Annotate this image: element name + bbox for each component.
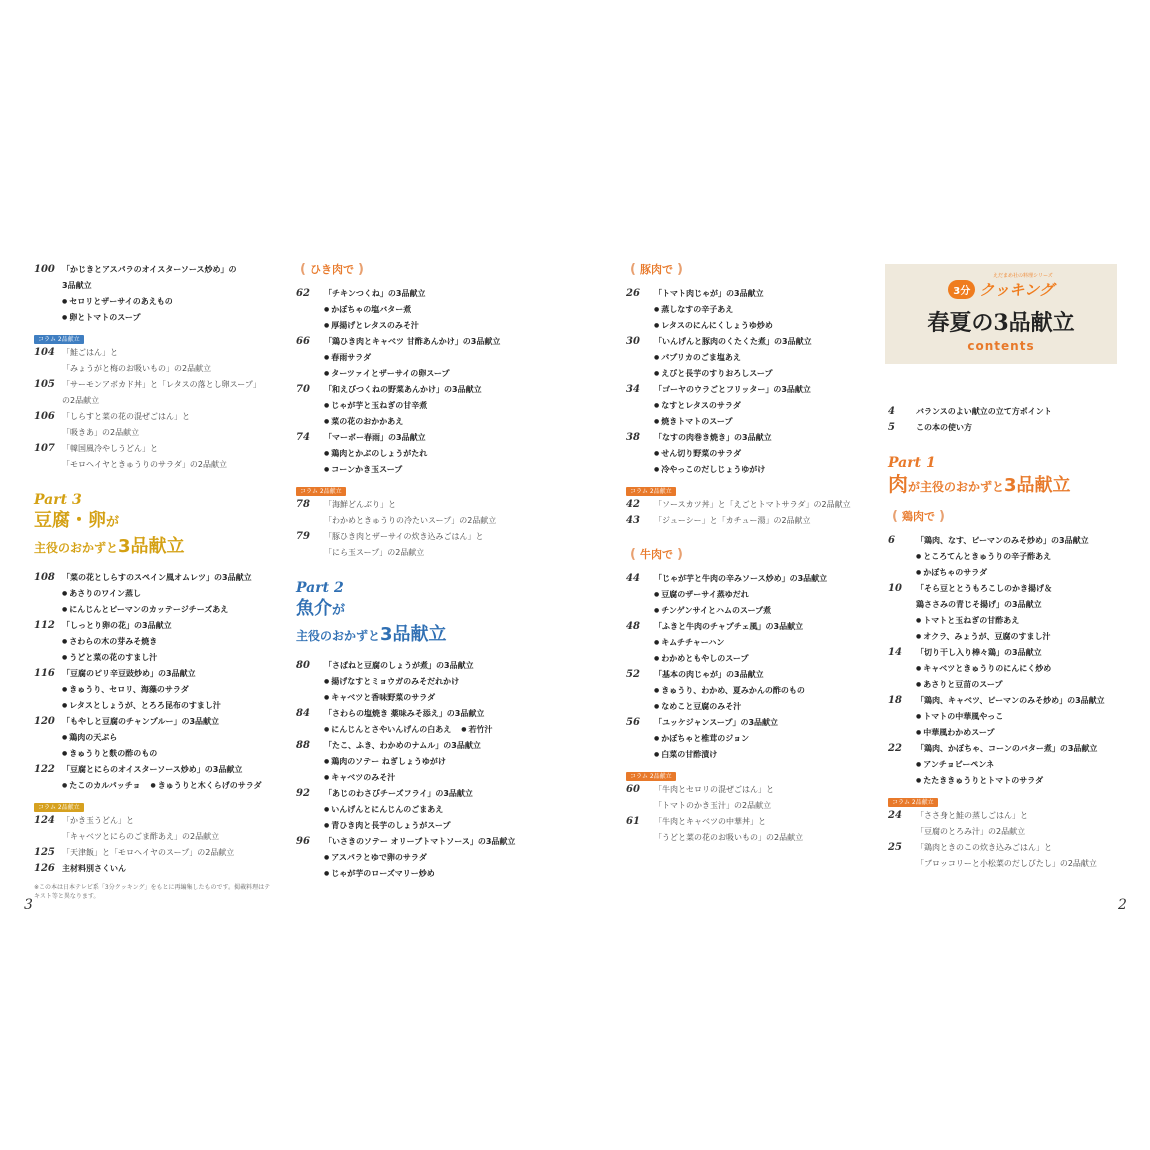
series-label: えだまめ社の料理シリーズ (993, 273, 1053, 279)
column-tag: コラム 2品献立 (34, 803, 84, 812)
page-number-right: 2 (1118, 897, 1127, 913)
toc-entry[interactable]: 52 「基本の肉じゃが」の3品献立 (626, 669, 764, 680)
toc-entry[interactable]: 60 「牛肉とセロリの混ぜごはん」と (626, 784, 774, 795)
toc-subitem-row (34, 778, 284, 794)
toc-entry[interactable]: 112 「しっとり卵の花」の3品献立 (34, 620, 172, 631)
toc-subitem: ● にんじんとピーマンのカッテージチーズあえ (34, 602, 284, 618)
toc-subitem: ● なめこと豆腐のみそ汁 (626, 699, 876, 715)
part-1-sub-small: が主役のおかずと (908, 480, 1005, 494)
toc-subitem: ● 青ひき肉と長芋のしょうがスープ (296, 818, 546, 834)
part-2-label: Part 2 (296, 580, 344, 596)
toc-entry[interactable]: 10 「そら豆ととうもろこしのかき揚げ＆ (888, 583, 1052, 594)
toc-subitem: ● 厚揚げとレタスのみそ汁 (296, 318, 546, 334)
toc-subitem: ● にんじんとさやいんげんの白あえ (324, 725, 451, 734)
toc-subitem: ● 鶏肉のソテー ねぎしょうゆがけ (296, 754, 546, 770)
toc-subitem: ● 豆腐のザーサイ蒸ゆだれ (626, 587, 876, 603)
part-2-suffix: が (332, 603, 346, 618)
toc-entry[interactable]: 48 「ふきと牛肉のチャプチェ風」の3品献立 (626, 621, 804, 632)
toc-entry[interactable]: 78 「海鮮どんぶり」と (296, 499, 396, 510)
toc-subitem: ● たたききゅうりとトマトのサラダ (888, 773, 1118, 789)
toc-subitem: ● コーンかき玉スープ (296, 462, 546, 478)
toc-subitem: ● あさりのワイン蒸し (34, 586, 284, 602)
toc-entry-title-cont: 「ブロッコリーと小松菜のだしびたし」の2品献立 (916, 859, 1097, 868)
toc-entry[interactable]: 70 「和えびつくねの野菜あんかけ」の3品献立 (296, 384, 482, 395)
toc-entry-title-cont: 3品献立 (62, 281, 92, 290)
part-2-subheading (296, 623, 546, 648)
part-1-heading (888, 472, 1118, 499)
toc-entry[interactable]: 24 「ささ身と鮭の蒸しごはん」と (888, 810, 1028, 821)
toc-subitem: ● オクラ、みょうが、豆腐のすまし汁 (888, 629, 1118, 645)
toc-subitem: ● パプリカのごま塩あえ (626, 350, 876, 366)
toc-subitem: ● じゃが芋のローズマリー炒め (296, 866, 546, 882)
toc-subitem: ● 蒸しなすの辛子あえ (626, 302, 876, 318)
toc-subitem: ● かぼちゃの塩バター煮 (296, 302, 546, 318)
category-label: 豚肉で (639, 263, 673, 276)
toc-entry[interactable]: 14 「切り干し入り棒々鶏」の3品献立 (888, 647, 1042, 658)
part-3-sub-big: 3品献立 (118, 536, 185, 557)
toc-subitem: ● 焼きトマトのスープ (626, 414, 876, 430)
toc-subitem: ● せん切り野菜のサラダ (626, 446, 876, 462)
part-3-main: 豆腐・卵 (34, 510, 106, 531)
book-title-box (885, 264, 1117, 364)
toc-entry[interactable]: 80 「さばねと豆腐のしょうが煮」の3品献立 (296, 660, 474, 671)
part-3-suffix: が (106, 515, 120, 530)
category-heading: ( 豚肉で ) (630, 262, 683, 277)
category-label: 牛肉で (639, 548, 673, 561)
toc-entry-title-cont: の2品献立 (62, 396, 100, 405)
toc-subitem: ● キャベツときゅうりのにんにく炒め (888, 661, 1118, 677)
toc-entry[interactable]: 38 「なすの肉巻き焼き」の3品献立 (626, 432, 772, 443)
toc-entry[interactable]: 122 「豆腐とにらのオイスターソース炒め」の3品献立 (34, 764, 243, 775)
category-label: 鶏肉で (901, 510, 935, 523)
toc-subitem: ● ターツァイとザーサイの卵スープ (296, 366, 546, 382)
toc-entry[interactable]: 62 「チキンつくね」の3品献立 (296, 288, 426, 299)
toc-entry[interactable]: 106 「しらすと菜の花の混ぜごはん」と (34, 411, 190, 422)
category-heading: ( ひき肉で ) (300, 262, 364, 277)
toc-column-1 (34, 262, 284, 901)
category-heading: ( 牛肉で ) (630, 547, 683, 562)
part-2-sub-small: 主役のおかずと (296, 629, 381, 643)
toc-entry-title-cont: 鶏ささみの青じそ揚げ」の3品献立 (916, 600, 1042, 609)
toc-subitem: ● 揚げなすとミョウガのみそだれかけ (296, 674, 546, 690)
toc-subitem: ● きゅうりと麩の酢のもの (34, 746, 284, 762)
toc-subitem: ● かぼちゃと椎茸のジョン (626, 731, 876, 747)
toc-entry-title-cont: 「みょうがと梅のお吸いもの」の2品献立 (62, 364, 212, 373)
toc-entry[interactable]: 43 「ジューシー」と「カチュー湯」の2品献立 (626, 515, 811, 526)
toc-entry-title-cont: 「トマトのかき玉汁」の2品献立 (654, 801, 772, 810)
column-tag: コラム 2品献立 (626, 487, 676, 496)
toc-entry-title-cont: 「吸きあ」の2品献立 (62, 428, 140, 437)
toc-subitem: ● トマトと玉ねぎの甘酢あえ (888, 613, 1118, 629)
toc-subitem: ● アスパラとゆで卵のサラダ (296, 850, 546, 866)
toc-subitem: ● 白菜の甘酢漬け (626, 747, 876, 763)
toc-subitem: ● きゅうり、わかめ、夏みかんの酢のもの (626, 683, 876, 699)
toc-subitem: ● えびと長芋のすりおろしスープ (626, 366, 876, 382)
category-label: ひき肉で (309, 263, 354, 276)
toc-subitem: ● かぼちゃのサラダ (888, 565, 1118, 581)
toc-subitem: ● チンゲンサイとハムのスープ煮 (626, 603, 876, 619)
page-number-left: 3 (24, 897, 33, 913)
toc-entry[interactable]: 6 「鶏肉、なす、ピーマンのみそ炒め」の3品献立 (888, 535, 1089, 546)
logo-text: クッキング (979, 280, 1054, 299)
toc-subitem: ● わかめともやしのスープ (626, 651, 876, 667)
toc-entry[interactable]: 108 「菜の花としらすのスペイン風オムレツ」の3品献立 (34, 572, 252, 583)
toc-subitem: ● キャベツのみそ汁 (296, 770, 546, 786)
column-tag: コラム 2品献立 (34, 335, 84, 344)
toc-entry[interactable]: 79 「豚ひき肉とザーサイの炊き込みごはん」と (296, 531, 484, 542)
toc-subitem: ● ところてんときゅうりの辛子酢あえ (888, 549, 1118, 565)
toc-subitem: ● たこのカルパッチョ (62, 781, 140, 790)
toc-subitem: ● なすとレタスのサラダ (626, 398, 876, 414)
toc-entry[interactable]: 4 バランスのよい献立の立て方ポイント (888, 406, 1052, 417)
toc-entry[interactable]: 96 「いさきのソテー オリーブトマトソース」の3品献立 (296, 836, 516, 847)
toc-entry-title-cont: 「キャベツとにらのごま酢あえ」の2品献立 (62, 832, 220, 841)
part-3-sub-small: 主役のおかずと (34, 541, 119, 555)
logo (885, 278, 1117, 300)
contents-label: contents (967, 339, 1035, 353)
toc-entry[interactable]: 88 「たこ、ふき、わかめのナムル」の3品献立 (296, 740, 481, 751)
toc-entry[interactable]: 125 「天津飯」と「モロヘイヤのスープ」の2品献立 (34, 847, 235, 858)
column-tag: コラム 2品献立 (296, 487, 346, 496)
book-title: 春夏の3品献立 (927, 310, 1075, 336)
toc-entry[interactable]: 5 この本の使い方 (888, 422, 972, 433)
toc-subitem: ● 卵とトマトのスープ (34, 310, 284, 326)
toc-subitem: ● 中華風わかめスープ (888, 725, 1118, 741)
toc-subitem: ● レタスのにんにくしょうゆ炒め (626, 318, 876, 334)
toc-subitem: ● レタスとしょうが、とろろ昆布のすまし汁 (34, 698, 284, 714)
toc-entry-title-cont: 「うどと菜の花のお吸いもの」の2品献立 (654, 833, 804, 842)
toc-subitem: ● トマトの中華風やっこ (888, 709, 1118, 725)
toc-entry[interactable]: 44 「じゃが芋と牛肉の辛みソース炒め」の3品献立 (626, 573, 828, 584)
toc-entry[interactable]: 42 「ソースカツ丼」と「えごとトマトサラダ」の2品献立 (626, 499, 851, 510)
part-1-label: Part 1 (888, 455, 936, 471)
toc-column-4 (888, 404, 1118, 872)
toc-subitem: ● じゃが芋と玉ねぎの甘辛煮 (296, 398, 546, 414)
toc-subitem: ● きゅうり、セロリ、海藻のサラダ (34, 682, 284, 698)
toc-entry[interactable]: 22 「鶏肉、かぼちゃ、コーンのバター煮」の3品献立 (888, 743, 1098, 754)
footnote: ※この本は日本テレビ系「3分クッキング」をもとに再編集したものです。掲載料理はテキスト等と異なります。 (34, 884, 271, 900)
toc-subitem: ● 鶏肉とかぶのしょうがたれ (296, 446, 546, 462)
toc-entry[interactable]: 56 「ユッケジャンスープ」の3品献立 (626, 717, 779, 728)
toc-entry[interactable]: 18 「鶏肉、キャベツ、ピーマンのみそ炒め」の3品献立 (888, 695, 1105, 706)
toc-subitem: ● アンチョビーペンネ (888, 757, 1118, 773)
toc-subitem: ● 春雨サラダ (296, 350, 546, 366)
toc-entry[interactable]: 66 「鶏ひき肉とキャベツ 甘酢あんかけ」の3品献立 (296, 336, 501, 347)
toc-entry[interactable]: 116 「豆腐のピリ辛豆豉炒め」の3品献立 (34, 668, 196, 679)
toc-column-3 (626, 262, 876, 846)
toc-entry[interactable]: 74 「マーボー春雨」の3品献立 (296, 432, 426, 443)
toc-entry-title-cont: 「わかめときゅうりの冷たいスープ」の2品献立 (324, 516, 497, 525)
part-3-heading (34, 509, 284, 535)
toc-entry[interactable]: 30 「いんげんと豚肉のくたくた煮」の3品献立 (626, 336, 812, 347)
toc-subitem: ● いんげんとにんじんのごまあえ (296, 802, 546, 818)
toc-subitem-row (296, 722, 546, 738)
toc-subitem: ● 菜の花のおかかあえ (296, 414, 546, 430)
toc-entry[interactable]: 34 「ゴーヤのウラごとフリッター」の3品献立 (626, 384, 811, 395)
part-3-label: Part 3 (34, 492, 82, 508)
part-3-subheading (34, 535, 284, 560)
toc-entry[interactable]: 107 「韓国風冷やしうどん」と (34, 443, 158, 454)
toc-subitem: ● 若竹汁 (461, 725, 492, 734)
toc-column-2 (296, 262, 546, 882)
toc-entry[interactable]: 105 「サーモンアボカド丼」と「レタスの落とし卵スープ」 (34, 379, 261, 390)
toc-entry[interactable]: 25 「鶏肉ときのこの炊き込みごはん」と (888, 842, 1052, 853)
toc-entry[interactable]: 100 「かじきとアスパラのオイスターソース炒め」の (34, 264, 237, 275)
toc-subitem: ● 鶏肉の天ぷら (34, 730, 284, 746)
toc-entry[interactable]: 92 「あじのわさびチーズフライ」の3品献立 (296, 788, 473, 799)
part-1-main: 肉 (888, 472, 908, 496)
logo-badge: 3分 (948, 280, 975, 299)
toc-subitem: ● あさりと豆苗のスープ (888, 677, 1118, 693)
toc-entry[interactable]: 84 「さわらの塩焼き 薬味みそ添え」の3品献立 (296, 708, 485, 719)
toc-subitem: ● きゅうりと木くらげのサラダ (150, 781, 261, 790)
part-2-main: 魚介 (296, 598, 332, 619)
toc-entry[interactable]: 120 「もやしと豆腐のチャンプルー」の3品献立 (34, 716, 220, 727)
toc-subitem: ● 冷やっこのだしじょうゆがけ (626, 462, 876, 478)
toc-subitem: ● うどと菜の花のすまし汁 (34, 650, 284, 666)
part-2-heading (296, 597, 546, 623)
column-tag: コラム 2品献立 (626, 772, 676, 781)
column-tag: コラム 2品献立 (888, 798, 938, 807)
toc-entry[interactable]: 104 「鮭ごはん」と (34, 347, 118, 358)
toc-entry[interactable]: 61 「牛肉とキャベツの中華丼」と (626, 816, 766, 827)
toc-entry-title-cont: 「豆腐のとろみ汁」の2品献立 (916, 827, 1026, 836)
toc-entry[interactable]: 124 「かき玉うどん」と (34, 815, 134, 826)
category-heading: ( 鶏肉で ) (892, 509, 945, 524)
toc-entry-title-cont: 「にら玉スープ」の2品献立 (324, 548, 425, 557)
part-1-sub-big: 3品献立 (1004, 475, 1071, 496)
toc-subitem: ● セロリとザーサイのあえもの (34, 294, 284, 310)
toc-entry-title-cont: 「モロヘイヤときゅうりのサラダ」の2品献立 (62, 460, 228, 469)
part-2-sub-big: 3品献立 (380, 624, 447, 645)
toc-entry[interactable]: 126 主材料別さくいん (34, 863, 126, 874)
toc-subitem: ● さわらの木の芽みそ焼き (34, 634, 284, 650)
toc-entry[interactable]: 26 「トマト肉じゃが」の3品献立 (626, 288, 764, 299)
toc-subitem: ● キャベツと香味野菜のサラダ (296, 690, 546, 706)
toc-subitem: ● キムチチャーハン (626, 635, 876, 651)
